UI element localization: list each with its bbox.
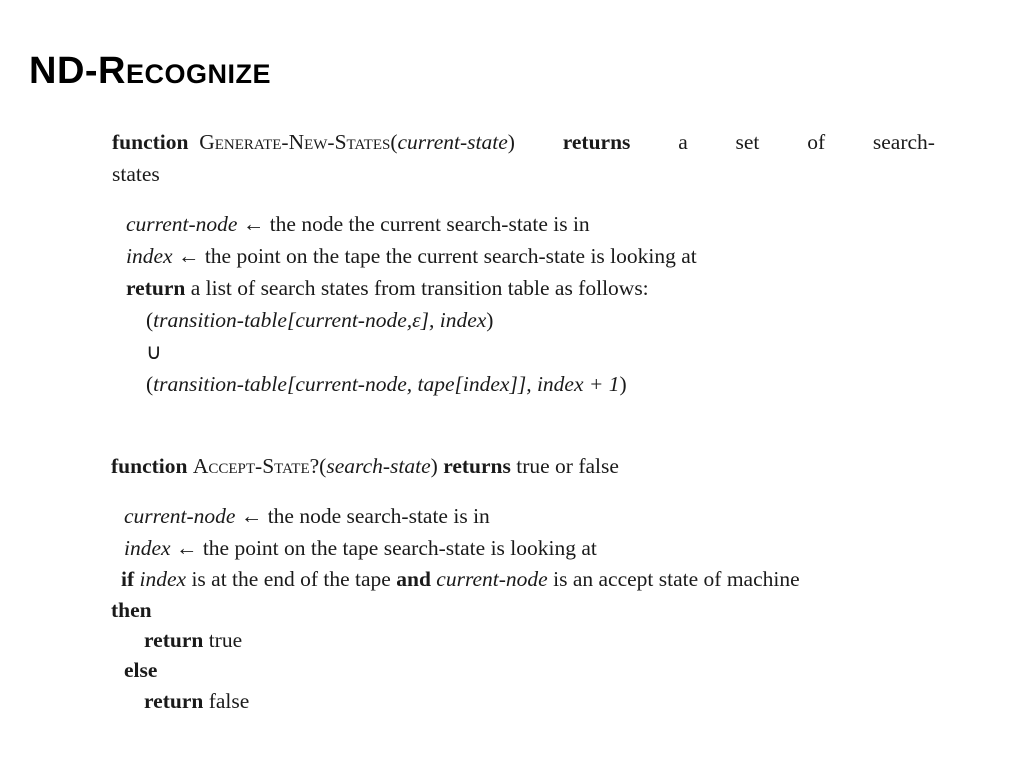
assign-arrow: ← — [242, 212, 265, 236]
then-keyword: then — [111, 598, 152, 622]
return-keyword: return — [144, 628, 204, 652]
line-text: a list of search states from transition table as follows: — [190, 276, 649, 300]
variable-current-node: current-node — [436, 567, 548, 591]
return-value-true: true — [208, 628, 243, 652]
returns-text: true or false — [516, 454, 619, 478]
assign-arrow: ← — [240, 504, 263, 528]
one-literal: 1 — [608, 372, 620, 396]
function-keyword: function — [111, 454, 188, 478]
line-text: the node the current search-state is in — [269, 212, 590, 236]
epsilon-transition-expression: transition-table[current-node,ε], index — [153, 308, 487, 332]
function-param: current-state — [397, 130, 508, 154]
variable-current-node: current-node — [126, 212, 238, 236]
variable-current-node: current-node — [124, 504, 236, 528]
generate-returns-continuation: states — [112, 162, 160, 186]
assign-arrow: ← — [177, 244, 200, 268]
returns-word: of — [807, 130, 826, 154]
variable-index: index — [126, 244, 173, 268]
paren-open: ( — [319, 454, 327, 478]
union-symbol: ∪ — [146, 340, 162, 364]
return-keyword: return — [126, 276, 186, 300]
function-name: Generate-New-States — [199, 130, 391, 154]
variable-index: index — [124, 536, 171, 560]
else-keyword: else — [124, 658, 158, 682]
returns-word: a — [678, 130, 688, 154]
tape-transition-expression: transition-table[current-node, tape[index]], index + — [153, 372, 609, 396]
line-text: the point on the tape search-state is looking at — [202, 536, 597, 560]
if-keyword: if — [121, 567, 135, 591]
paren-close: ) — [507, 130, 515, 154]
generate-line-current-node — [126, 211, 590, 237]
returns-word: search- — [872, 130, 935, 154]
and-keyword: and — [396, 567, 431, 591]
line-text: is an accept state of machine — [553, 567, 800, 591]
accept-line-return-true — [144, 627, 242, 653]
returns-word: set — [735, 130, 760, 154]
generate-signature — [112, 129, 935, 155]
generate-line-return — [126, 275, 649, 301]
assign-arrow: ← — [175, 536, 198, 560]
accept-line-index — [124, 535, 597, 561]
function-keyword: function — [112, 130, 189, 154]
accept-signature — [111, 453, 619, 479]
returns-keyword: returns — [443, 454, 511, 478]
generate-line-tape-transition: (transition-table[current-node, tape[index]], index + 1) — [146, 372, 627, 396]
generate-signature-head — [112, 129, 515, 155]
line-text: is at the end of the tape — [191, 567, 391, 591]
returns-keyword: returns — [562, 130, 631, 154]
accept-line-current-node — [124, 503, 490, 529]
variable-index: index — [139, 567, 187, 591]
return-value-false: false — [208, 689, 250, 713]
accept-line-if — [121, 566, 800, 592]
generate-line-epsilon-transition: (transition-table[current-node,ε], index) — [146, 308, 494, 332]
accept-line-return-false — [144, 688, 249, 714]
function-name: Accept-State? — [192, 454, 320, 478]
return-keyword: return — [144, 689, 204, 713]
slide-title: ND-Recognize — [29, 50, 271, 92]
paren-open: ( — [390, 130, 398, 154]
generate-line-index — [126, 243, 697, 269]
paren-close: ) — [430, 454, 438, 478]
line-text: the node search-state is in — [267, 504, 490, 528]
line-text: the point on the tape the current search-state is looking at — [204, 244, 697, 268]
function-param: search-state — [326, 454, 431, 478]
